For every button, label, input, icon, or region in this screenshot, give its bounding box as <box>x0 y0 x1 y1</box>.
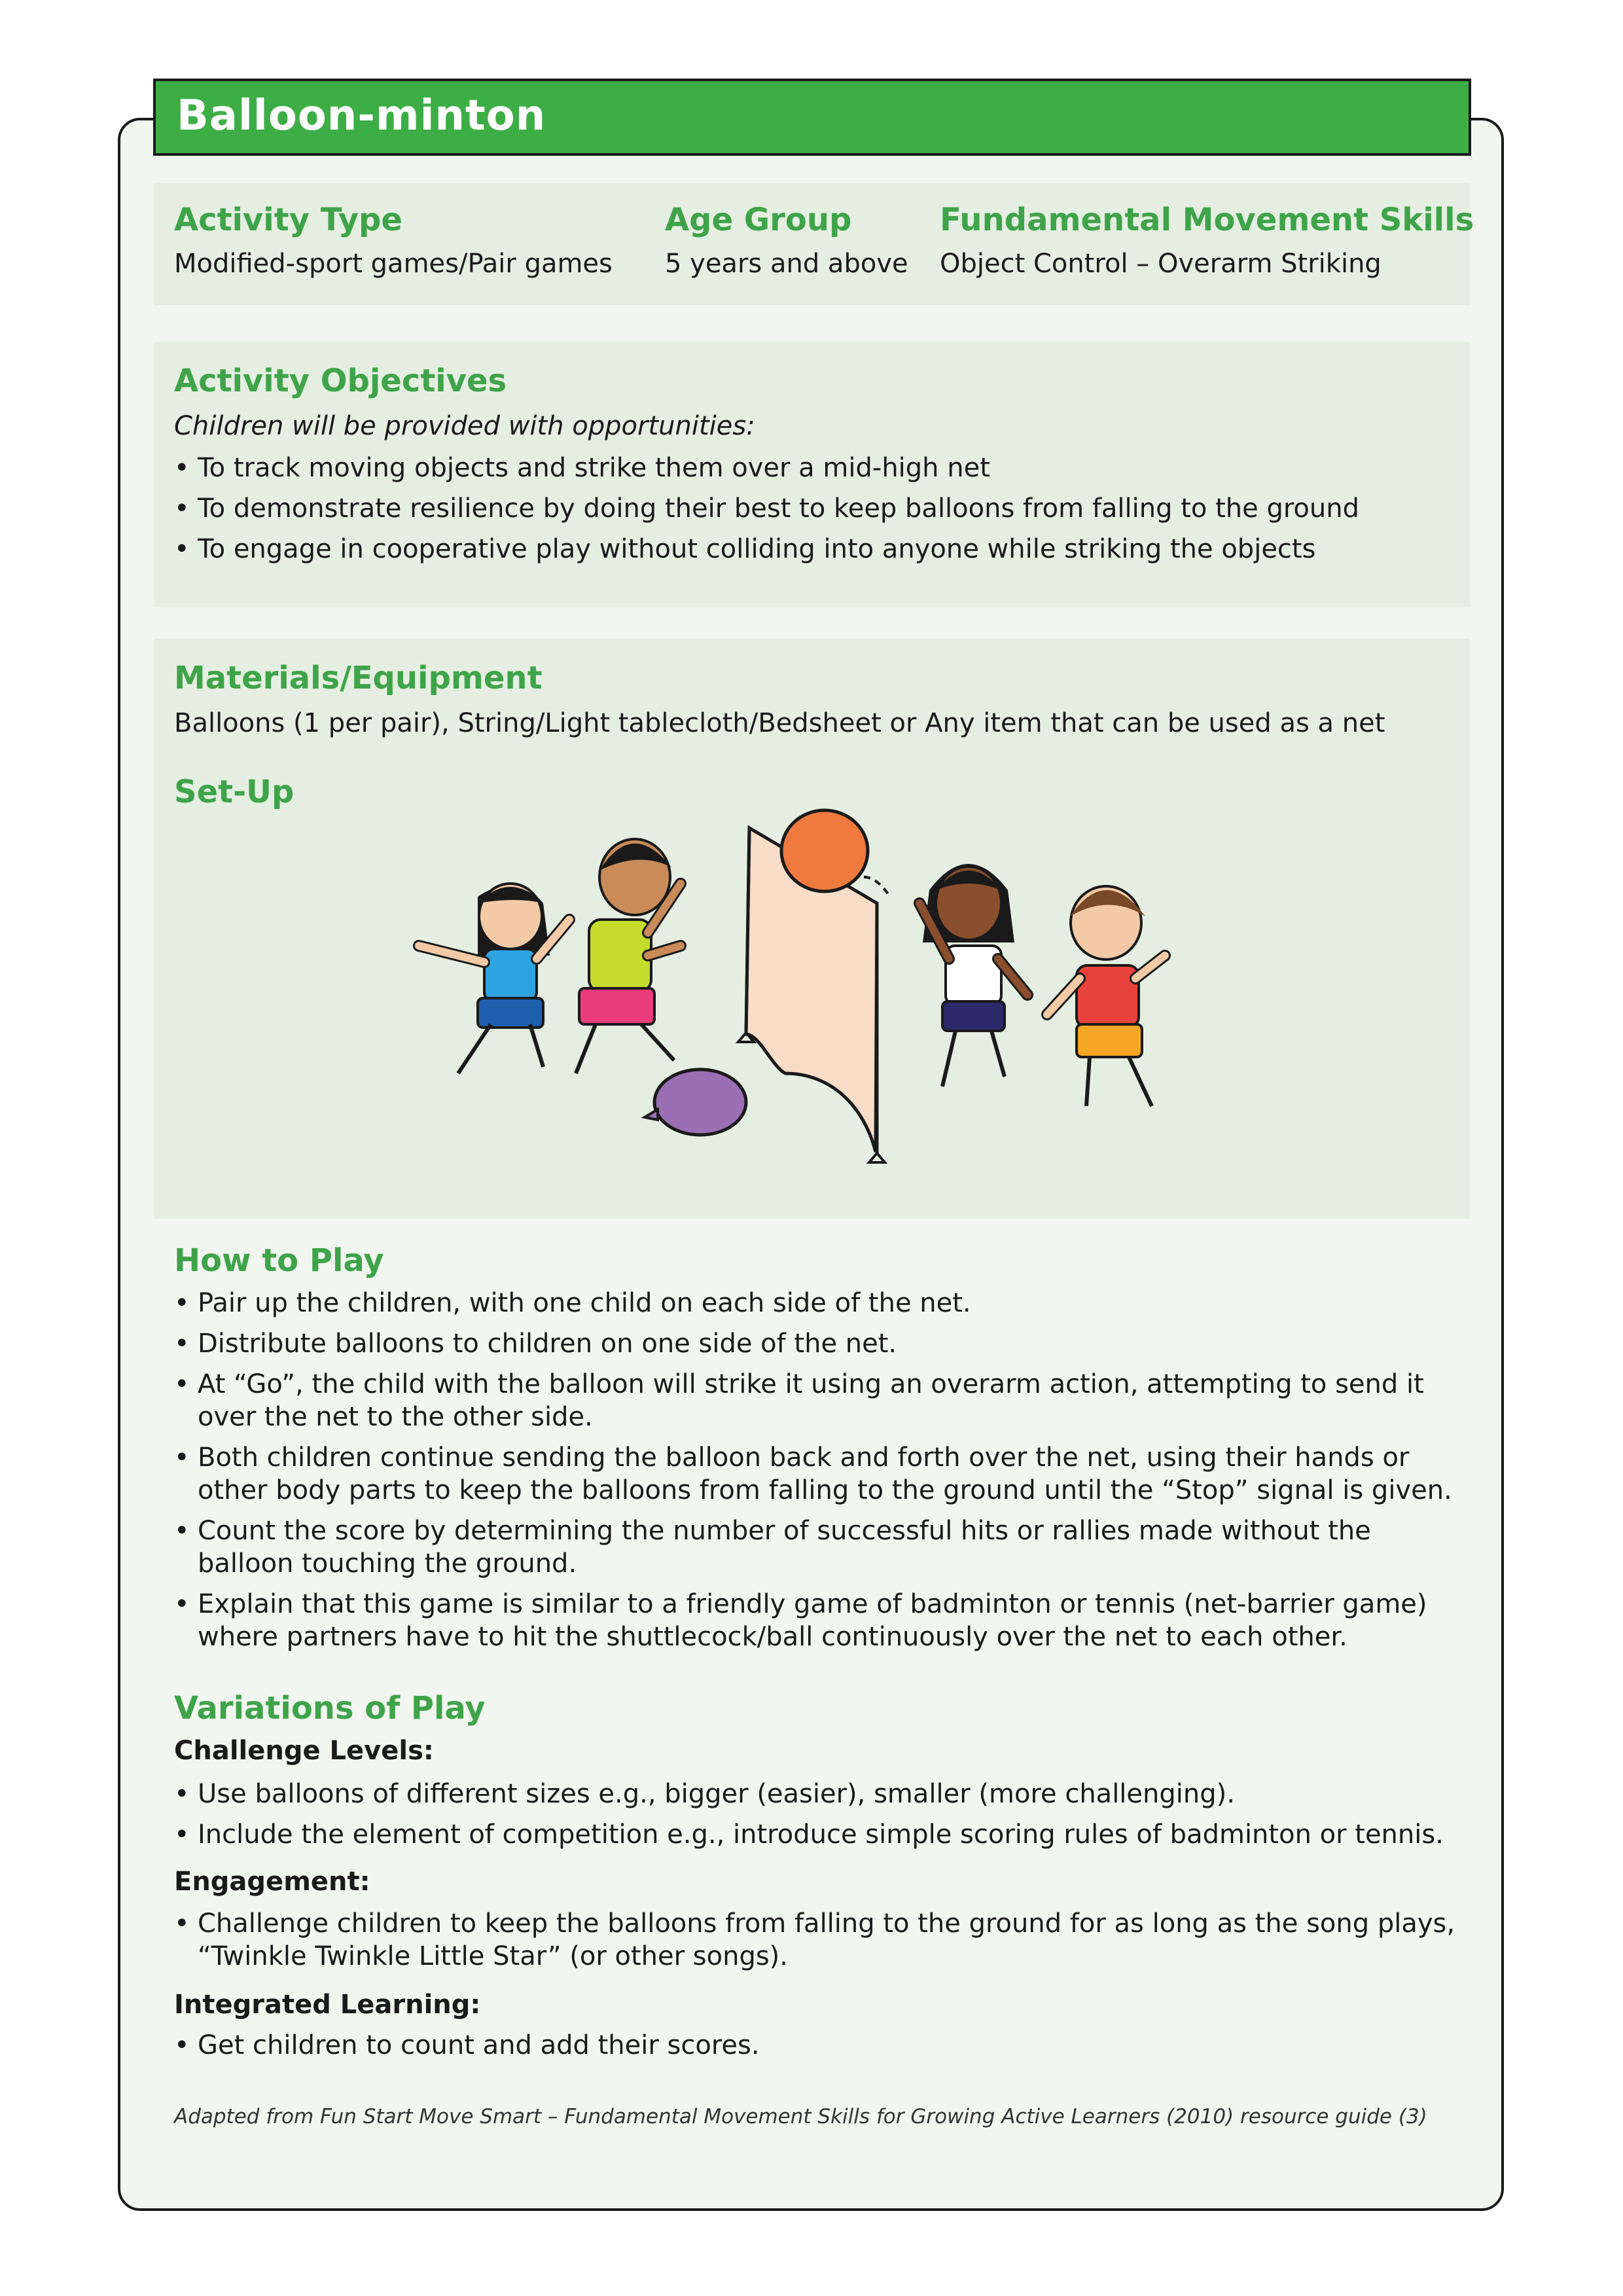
engagement-label: Engagement: <box>174 1867 370 1897</box>
age-group-heading: Age Group <box>665 202 852 238</box>
age-group-value: 5 years and above <box>665 249 908 279</box>
list-item: • Both children continue sending the balloon back and forth over the net, using their hands or other body parts to keep the balloons from falling to the ground until the “Stop” signal is given. <box>174 1441 1457 1507</box>
list-item: • Count the score by determining the number of successful hits or rallies made without the balloon touching the ground. <box>174 1515 1457 1580</box>
objectives-intro: Children will be provided with opportunities: <box>174 411 755 441</box>
integrated-label: Integrated Learning: <box>174 1990 481 2020</box>
list-item: • Distribute balloons to children on one side of the net. <box>174 1327 1457 1360</box>
title-banner <box>153 79 1471 156</box>
list-item: • Pair up the children, with one child on each side of the net. <box>174 1287 1457 1319</box>
list-item: • Explain that this game is similar to a friendly game of badminton or tennis (net-barrier game) where partners have to hit the shuttlecock/ball continuously over the net to each other. <box>174 1588 1457 1653</box>
list-item: • Challenge children to keep the balloons from falling to the ground for as long as the song plays, “Twinkle Twinkle Little Star” (or other songs). <box>174 1907 1457 1973</box>
materials-heading: Materials/Equipment <box>174 660 543 696</box>
objectives-heading: Activity Objectives <box>174 363 507 399</box>
activity-type-heading: Activity Type <box>174 202 402 238</box>
purple-balloon-icon <box>645 1069 746 1135</box>
integrated-list <box>174 2029 1457 2062</box>
list-item: • Use balloons of different sizes e.g., bigger (easier), smaller (more challenging). <box>174 1774 1457 1814</box>
how-to-play-heading: How to Play <box>174 1242 384 1279</box>
variations-heading: Variations of Play <box>174 1690 486 1727</box>
child-girl-white-icon <box>919 864 1027 1086</box>
fms-value: Object Control – Overarm Striking <box>940 249 1382 279</box>
child-boy-yellow-icon <box>576 839 681 1073</box>
challenge-list <box>174 1774 1457 1855</box>
objectives-list <box>174 448 1457 569</box>
how-to-play-list <box>174 1287 1457 1653</box>
child-girl-blue-icon <box>419 884 569 1073</box>
challenge-label: Challenge Levels: <box>174 1736 434 1766</box>
page-title: Balloon-minton <box>177 92 546 140</box>
list-item: • To demonstrate resilience by doing their best to keep balloons from falling to the ground <box>174 488 1457 529</box>
setup-heading: Set-Up <box>174 774 294 810</box>
activity-type-value: Modified-sport games/Pair games <box>174 249 613 279</box>
list-item: • Get children to count and add their scores. <box>174 2029 1457 2062</box>
orange-balloon-icon <box>781 810 890 897</box>
list-item: • To track moving objects and strike them over a mid-high net <box>174 448 1457 488</box>
engagement-list <box>174 1907 1457 1973</box>
list-item: • Include the element of competition e.g., introduce simple scoring rules of badminton or tennis. <box>174 1814 1457 1855</box>
setup-illustration <box>380 798 1257 1178</box>
materials-text: Balloons (1 per pair), String/Light tablecloth/Bedsheet or Any item that can be used as a net <box>174 708 1385 738</box>
list-item: • To engage in cooperative play without colliding into anyone while striking the objects <box>174 529 1457 569</box>
list-item: • At “Go”, the child with the balloon will strike it using an overarm action, attempting to send it over the net to the other side. <box>174 1368 1457 1433</box>
fms-heading: Fundamental Movement Skills <box>940 202 1474 238</box>
child-boy-red-icon <box>1047 886 1165 1106</box>
footnote: Adapted from Fun Start Move Smart – Fundamental Movement Skills for Growing Active Learners (2010) resource guide (3) <box>174 2105 1427 2128</box>
